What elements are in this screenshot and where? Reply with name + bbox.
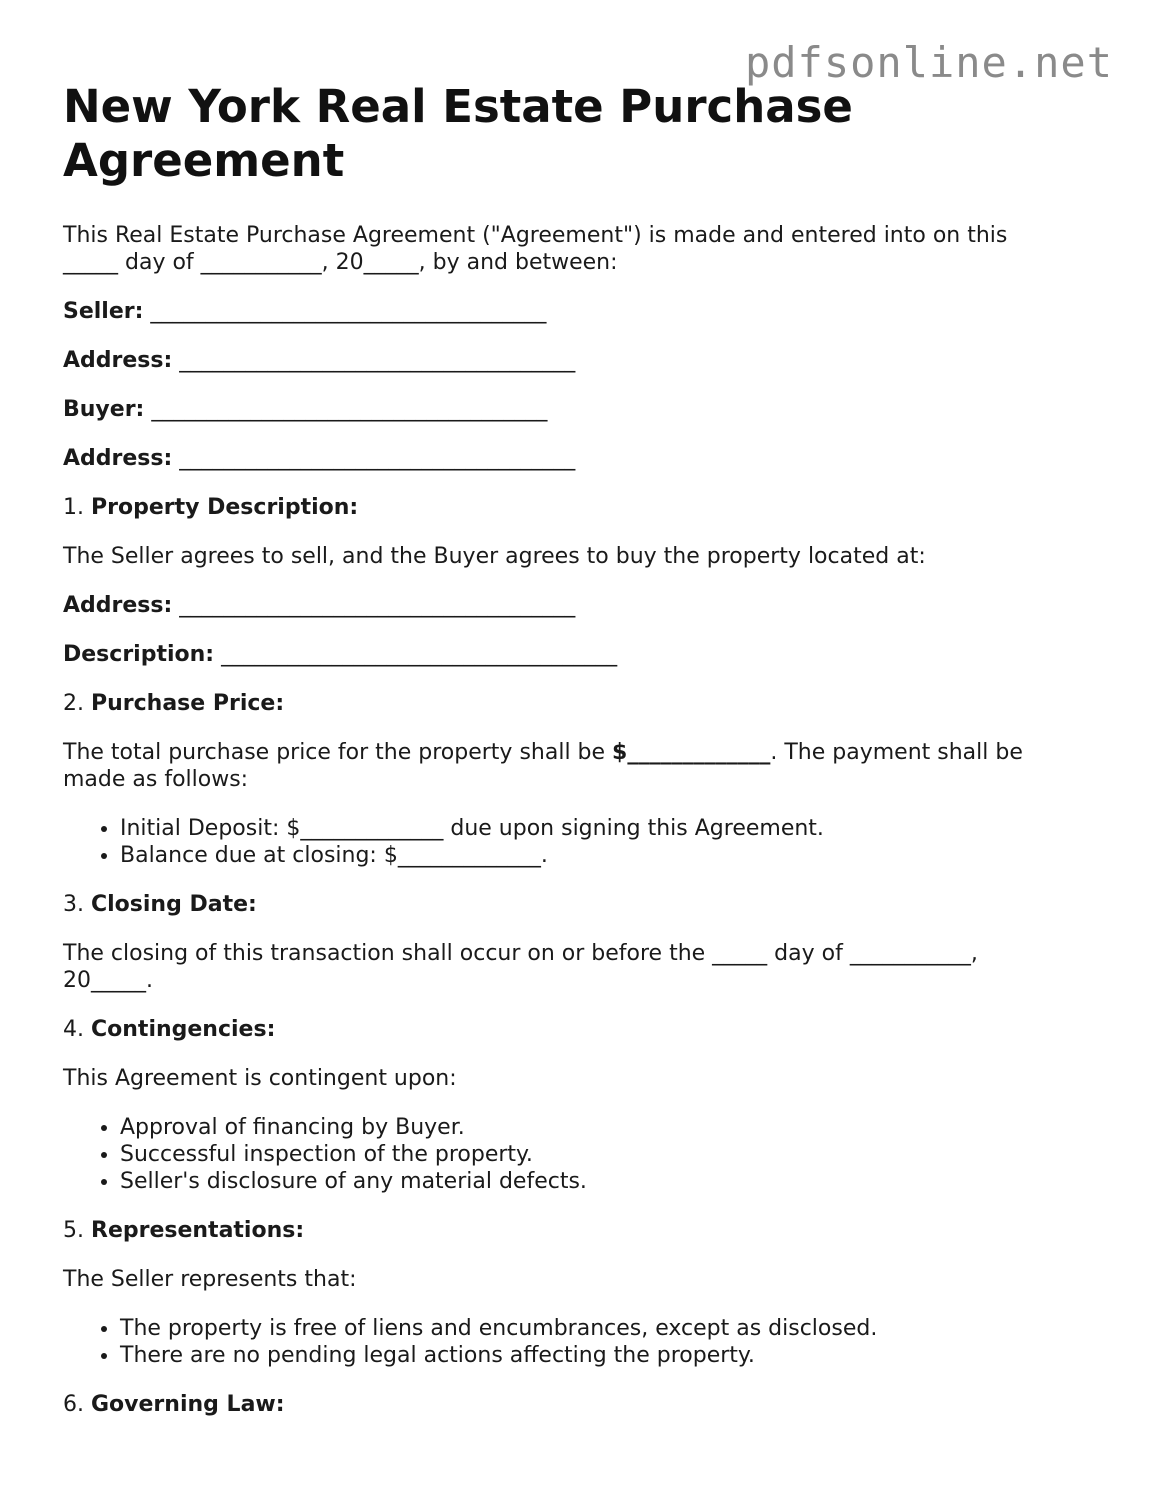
property-description-blank: ____________________________________ — [221, 642, 618, 667]
section-2-text-after: . The payment shall be made as follows: — [63, 740, 1023, 792]
watermark: pdfsonline.net — [744, 38, 1113, 87]
seller-address-blank: ____________________________________ — [179, 348, 576, 373]
property-address-blank: ____________________________________ — [179, 593, 576, 618]
section-2-text-before: The total purchase price for the property shall be — [63, 740, 613, 765]
intro-paragraph: This Real Estate Purchase Agreement ("Agreement") is made and entered into on this _____ day of ___________, 20_____, by and between: — [63, 223, 1008, 275]
section-5-heading — [63, 1217, 1063, 1244]
buyer-label: Buyer: — [63, 397, 145, 422]
buyer-blank: ____________________________________ — [151, 397, 548, 422]
property-description-label: Description: — [63, 642, 215, 667]
seller-blank: ____________________________________ — [150, 299, 547, 324]
section-2-number: 2. — [63, 691, 84, 716]
list-item: • There are no pending legal actions affecting the property. — [120, 1342, 1063, 1369]
section-4-title: Contingencies: — [91, 1017, 276, 1042]
list-item: • Approval of financing by Buyer. — [120, 1114, 1063, 1141]
section-2-heading — [63, 690, 1063, 717]
representations-list — [63, 1315, 1063, 1369]
section-6-number: 6. — [63, 1392, 84, 1417]
section-6-heading — [63, 1391, 1063, 1418]
buyer-address-field — [63, 445, 1063, 472]
section-5-title: Representations: — [91, 1218, 305, 1243]
section-1-number: 1. — [63, 495, 84, 520]
buyer-address-blank: ____________________________________ — [179, 446, 576, 471]
payment-list — [63, 815, 1063, 869]
buyer-address-label: Address: — [63, 446, 173, 471]
section-4-text: This Agreement is contingent upon: — [63, 1066, 457, 1091]
document-title: New York Real Estate Purchase Agreement — [63, 80, 853, 187]
seller-label: Seller: — [63, 299, 144, 324]
section-1-text: The Seller agrees to sell, and the Buyer agrees to buy the property located at: — [63, 544, 926, 569]
section-5-text: The Seller represents that: — [63, 1267, 357, 1292]
section-3-text: The closing of this transaction shall occur on or before the _____ day of ___________, 20_____. — [63, 941, 978, 993]
section-3-title: Closing Date: — [91, 892, 257, 917]
list-item: • Successful inspection of the property. — [120, 1141, 1063, 1168]
seller-address-label: Address: — [63, 348, 173, 373]
section-6-title: Governing Law: — [91, 1392, 285, 1417]
section-5-number: 5. — [63, 1218, 84, 1243]
section-2-text — [63, 739, 1063, 793]
section-4-number: 4. — [63, 1017, 84, 1042]
section-3-heading — [63, 891, 1063, 918]
list-item: • Balance due at closing: $_____________. — [120, 842, 1063, 869]
seller-field — [63, 298, 1063, 325]
list-item: • The property is free of liens and encumbrances, except as disclosed. — [120, 1315, 1063, 1342]
section-1-heading — [63, 494, 1063, 521]
section-3-number: 3. — [63, 892, 84, 917]
buyer-field — [63, 396, 1063, 423]
list-item: • Seller's disclosure of any material defects. — [120, 1168, 1063, 1195]
property-address-field — [63, 592, 1063, 619]
contingencies-list — [63, 1114, 1063, 1195]
property-address-label: Address: — [63, 593, 173, 618]
section-4-heading — [63, 1016, 1063, 1043]
document-page — [63, 80, 1063, 1440]
purchase-price-blank: $_____________ — [612, 740, 771, 765]
section-2-title: Purchase Price: — [91, 691, 285, 716]
list-item: • Initial Deposit: $_____________ due upon signing this Agreement. — [120, 815, 1063, 842]
property-description-field — [63, 641, 1063, 668]
seller-address-field — [63, 347, 1063, 374]
section-1-title: Property Description: — [91, 495, 359, 520]
